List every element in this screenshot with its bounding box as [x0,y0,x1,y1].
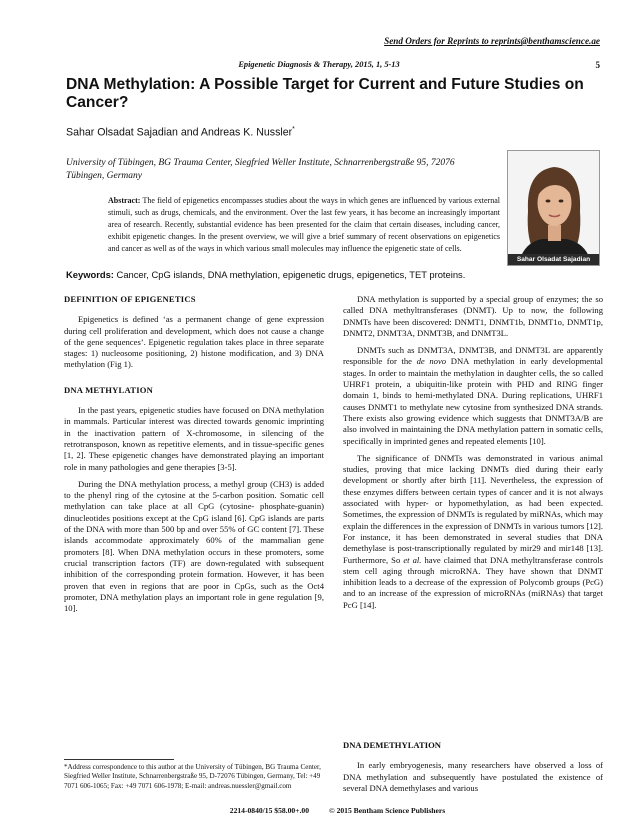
left-column [64,294,324,620]
affiliation: University of Tübingen, BG Trauma Center, Siegfried Weller Institute, Schnarrenbergstraße 95, 72076 Tübingen, Germany [66,158,455,181]
keywords-text: Cancer, CpG islands, DNA methylation, epigenetic drugs, epigenetics, TET proteins. [116,269,466,280]
right-column [343,294,603,617]
text-run: DNA methylation in early developmental stages. In order to maintain the methylation in daughter cells, the so called UHRF1 protein, a ubiquitin-like protein with PHD and RING finger domain 1, binds to hemi-methylated DNA. During replications, UHRF1 causes DNMT1 to methylate new cytosine from synthesized DNA strands. There exists also growing evidence which suggests that DNMT3A/B are also involved in maintaining the DNA methylation pattern in somatic cells, specifically in imprinted genes and repeated elements [10]. [343,356,603,446]
author-names: Sahar Olsadat Sajadian and Andreas K. Nussler [66,126,293,139]
reprints-link[interactable]: Send Orders for Reprints to reprints@benthamscience.ae [384,36,600,46]
paragraph: DNA methylation is supported by a special group of enzymes; the so called DNA methyltransferases (DNMT). Up to now, the following DNMTs have been discovered: DNMT1, DNMT1b, DNMT1o, DNMT1p, DNMT2, DNMT3A, DNMT3B, and DNMT3L. [343,294,603,338]
keywords-label: Keywords: [66,269,114,280]
italic-run: et al. [403,554,422,565]
authors [66,126,295,139]
text-run: The significance of DNMTs was demonstrated in various animal studies, proving that mice lacking DNMTs died during their early development or shortly after birth [11]. Nevertheless, the expression of these enzymes differs between certain types of cancer and it is not always associated with hyper- or hypomethylation, as had been expected. Sometimes, the expression of DNMTs is regulated by miRNAs, which may explain the differences in the expression of DNMTs in various tumors [12]. For instance, it has been demonstrated in several studies that DNA demethylase is post-transcriptionally regulated by mir29 and mir148 [13]. Furthermore, So [343,452,603,565]
keywords [66,269,606,280]
corresponding-mark: * [292,126,295,133]
paragraph [343,453,603,611]
abstract [108,195,500,255]
abstract-text: The field of epigenetics encompasses studies about the ways in which genes are influenced by various external stimuli, such as drugs, chemicals, and the environment. Over the last few years, it has become an increasingly important area of research. Recently, substantial evidence has been presented for the claim that certain diseases, including cancer, exhibit epigenetic changes. In the present overview, we will give a brief summary of recent observations on epigenetics and cancer as well as of the ways in which various small molecules may influence the epigenetic state of cells. [108,196,500,253]
article-title: DNA Methylation: A Possible Target for Current and Future Studies on Cancer? [66,76,584,111]
section-heading-dna-methylation: DNA METHYLATION [64,384,154,395]
journal-citation: Epigenetic Diagnosis & Therapy, 2015, 1, 5-13 [238,60,400,69]
italic-run: de novo [416,356,447,367]
section-heading-definition: DEFINITION OF EPIGENETICS [64,294,196,304]
paragraph: During the DNA methylation process, a methyl group (CH3) is added to the phenyl ring of the cytosine at the 5-carbon position. Somatic cell methylation can take place at all CpG (cytosine- phosphate-guanin) dinucleotides positions except at the CpG island [6]. CpG islands are parts of the DNA with more than 500 bp and over 55% of GC content [7]. These islands accommodate approximately 60% of the mammalian gene promoters [8]. When DNA methylation occurs in these promoters, some crucial transcription factors (TF) are down-regulated with subsequent inhibition of the corresponding protein formation. However, it has been proven that even in regions that are poor in CpGs, such as the Oct4 promoter, DNA methylation plays an important role in gene regulation [9, 10]. [64,478,324,614]
copyright: © 2015 Bentham Science Publishers [329,806,446,815]
text-run: have claimed that DNA methyltransferase controls stem cell aging through microRNA. They have shown that DNMT inhibition leads to a decrease of the expression of Polycomb groups (PcG) and to an increase of the expression of microRNAs (miRNAs) that target PcG [14]. [343,554,604,610]
section-heading-demethylation: DNA DEMETHYLATION [343,740,441,750]
footnote-divider [64,759,174,760]
page-number: 5 [595,60,600,70]
footnote: *Address correspondence to this author at the University of Tübingen, BG Trauma Center, Siegfried Weller Institute, Schnarrenbergstraße 95, D-72076 Tübingen, Germany, Tel: +49 7071 606-1065; Fax: +49 7071 606-1978; E-mail: andreas.nuessler@gmail.com [64,763,321,790]
author-photo [507,150,600,266]
paragraph [343,345,603,447]
paragraph: In early embryogenesis, many researchers have observed a loss of DNA methylation and subsequently have postulated the existence of several DNA demethylases and various [343,760,603,793]
portrait-image [508,151,600,266]
issn-price: 2214-0840/15 $58.00+.00 [229,806,309,815]
photo-caption: Sahar Olsadat Sajadian [508,254,599,265]
right-column-bottom [343,740,603,794]
paragraph: In the past years, epigenetic studies have focused on DNA methylation in mammals. Particular interest was directed towards genomic imprinting in the inactivation pattern of X-chromosome, in silencing of the retrotransposon, known as repetitive elements, and in tissue-specific genes [1, 2]. These epigenetic changes have demonstrated playing an important role in many pathologies and gene therapies [3-5]. [64,405,324,472]
paragraph: Epigenetics is defined ‘as a permanent change of gene expression during cell proliferation and development, which does not cause a change of the gene sequences’. Epigenetic regulation takes place in three separate stages: 1) nucleosome positioning, 2) histone modification, and 3) DNA methylation (Fig 1). [64,314,324,370]
text-run: DNMTs such as DNMT3A, DNMT3B, and DNMT3L are apparently responsible for the [343,345,603,367]
abstract-label: Abstract: [108,196,141,205]
